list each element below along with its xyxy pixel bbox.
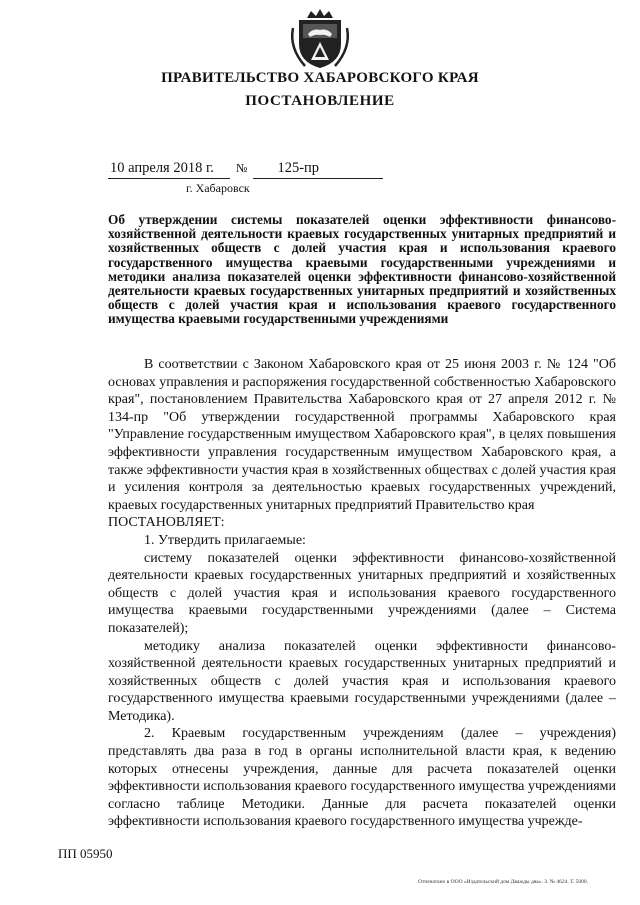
decree-number: 125-пр [253,160,383,179]
government-title: ПРАВИТЕЛЬСТВО ХАБАРОВСКОГО КРАЯ [161,70,479,86]
resolves-heading: ПОСТАНОВЛЯЕТ: [108,515,225,531]
item-1: 1. Утвердить прилагаемые: [144,532,306,548]
decree-subject: Об утверждении системы показателей оценки эффективности финансово-хозяйственной деятельности краевых государственных унитарных предприятий и хозяйственных обществ с долей участия края и использования краевого государственного имущества краевыми государственными учреждениями и методики анализа показателей оценки эффективности финансово-хозяйственной деятельности краевых государственных унитарных предприятий и хозяйственных обществ с долей участия края и использования краевого государственного имущества краевыми государственными учреждениями [108,212,616,327]
print-note: Отпечатано в ООО «Издательский дом Дважды два». З. № 4624. Т. 5000. [418,879,589,885]
decree-body [108,356,616,831]
city: г. Хабаровск [186,181,250,195]
coat-of-arms-icon [285,8,355,70]
item-2: 2. Краевым государственным учреждениям (далее – учреждения) представлять два раза в год в органы исполнительной власти края, к ведению которых отнесены учреждения, данные для расчета показателей оценки эффективности использования краевого государственного имущества учреждениями согласно таблице Методики. Данные для расчета показателей оценки эффективности использования краевого государственного имущества учрежде- [108,726,616,830]
decree-date: 10 апреля 2018 г. [108,160,230,179]
date-number-line [108,160,383,179]
document-type: ПОСТАНОВЛЕНИЕ [245,93,395,109]
item-1b: методику анализа показателей оценки эффективности финансово-хозяйственной деятельности краевых государственных унитарных предприятий и хозяйственных обществ с долей участия края и использования краевого государственного имущества краевыми государственными учреждениями (далее – Методика). [108,638,616,724]
item-1a: систему показателей оценки эффективности финансово-хозяйственной деятельности краевых государственных унитарных предприятий и хозяйственных обществ с долей участия края и использования краевого государственного имущества краевыми государственными учреждениями (далее – Система показателей); [108,550,616,636]
preamble: В соответствии с Законом Хабаровского края от 25 июня 2003 г. № 124 "Об основах управления и распоряжения государственной собственностью Хабаровского края", постановлением Правительства Хабаровского края от 27 апреля 2012 г. № 134-пр "Об утверждении государственной программы Хабаровского края "Управление государственным имуществом Хабаровского края", в целях повышения эффективности управления государственным имуществом Хабаровского края, а также эффективности участия края в хозяйственных обществах с долей участия края и усиления контроля за деятельностью краевых государственных учреждений, краевых государственных унитарных предприятий Правительство края [108,357,617,513]
document-code: ПП 05950 [58,846,113,861]
number-sign: № [236,161,248,175]
